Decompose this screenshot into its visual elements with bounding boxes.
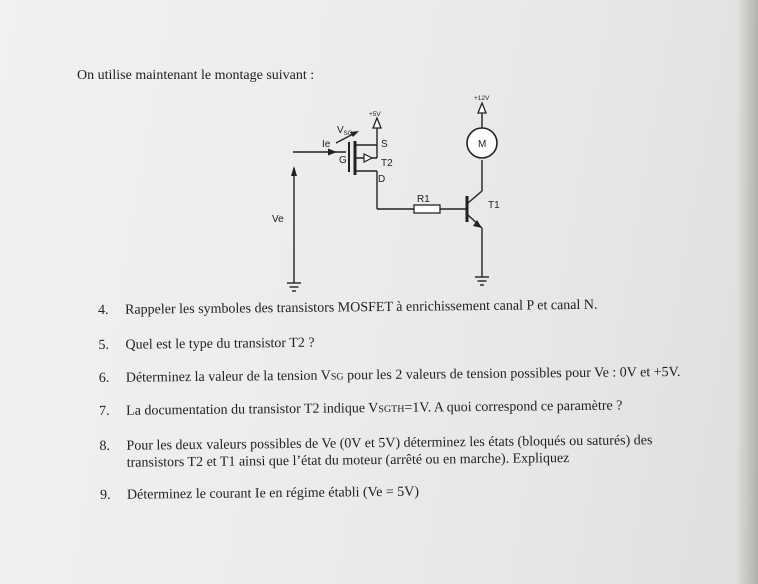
- question-text: Déterminez le courant Ie en régime établi (Ve = 5V): [126, 484, 420, 503]
- label-r1: R1: [417, 194, 430, 205]
- question-text-b: =1V. A quoi correspond ce paramètre ?: [404, 398, 623, 416]
- question-number: 7.: [99, 403, 110, 419]
- question-number: 4.: [98, 302, 109, 318]
- label-ve: Ve: [272, 214, 284, 225]
- ground-left-icon: [287, 283, 301, 291]
- ground-right-icon: [475, 277, 489, 285]
- label-drain: D: [378, 174, 386, 185]
- question-number: 6.: [98, 370, 110, 386]
- question-number: 5.: [98, 337, 110, 353]
- intro-text: On utilise maintenant le montage suivant :: [77, 68, 315, 83]
- question-text-a: Déterminez la valeur de la tension V: [125, 368, 331, 386]
- question-list: [98, 296, 710, 504]
- label-source: S: [381, 139, 388, 150]
- question-text-a: La documentation du transistor T2 indique V: [126, 401, 379, 419]
- label-motor: M: [478, 139, 487, 150]
- label-vsg-main: V: [337, 125, 344, 136]
- transistor-t1-icon: [467, 191, 482, 228]
- supply-12v-arrow: [478, 103, 486, 113]
- label-supply-12v: +12V: [474, 95, 490, 102]
- question-text-b: pour les 2 valeurs de tension possibles pour Ve : 0V et +5V.: [343, 364, 681, 384]
- question-item: [99, 364, 709, 388]
- question-number: 8.: [99, 438, 111, 454]
- label-ie: Ie: [322, 139, 331, 150]
- supply-5v-arrow: [373, 118, 381, 128]
- question-item: [98, 331, 708, 354]
- ve-arrow-head: [291, 166, 297, 176]
- label-gate: G: [339, 155, 347, 166]
- label-t2: T2: [381, 158, 393, 169]
- label-vsg-sub: SG: [343, 131, 353, 137]
- question-subscript: SG: [330, 371, 344, 383]
- resistor-r1-icon: [414, 205, 440, 213]
- question-text: Pour les deux valeurs possibles de Ve (0V et 5V) déterminez les états (bloqués ou saturés) des transistors T2 et T1 ainsi que l’état du moteur (arrêté ou en marche). Expliquez: [126, 433, 653, 471]
- question-text: Quel est le type du transistor T2 ?: [125, 335, 315, 353]
- question-item: [99, 397, 709, 421]
- question-subscript: SGTH: [378, 403, 405, 416]
- question-item: [100, 481, 710, 504]
- question-number: 9.: [99, 487, 111, 503]
- label-t1: T1: [488, 200, 500, 211]
- label-vsg: [337, 125, 353, 137]
- question-item: [99, 432, 709, 472]
- label-supply-5v: +5V: [369, 111, 381, 118]
- question-text: Rappeler les symboles des transistors MOSFET à enrichissement canal P et canal N.: [125, 297, 598, 318]
